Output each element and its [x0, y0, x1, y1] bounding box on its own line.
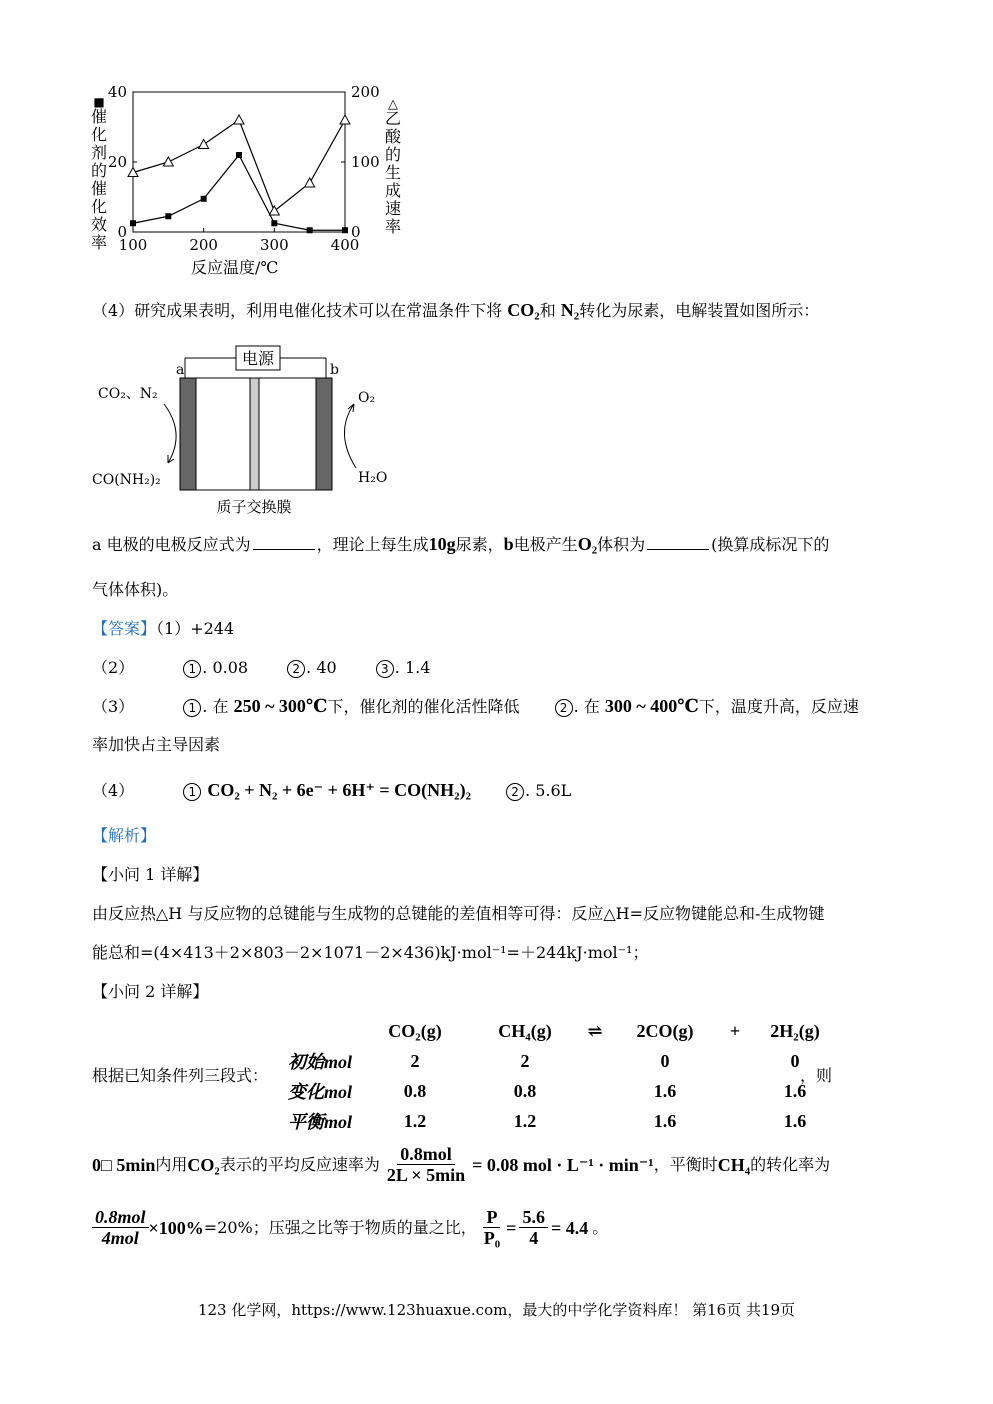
answer-line-3: （3） 1 . 在 250 ~ 300℃下，催化剂的催化活性降低 2 . 在 300 ~ 400℃下，温度升高，反应速	[92, 696, 859, 716]
answer-line-3b: 率加快占主导因素	[92, 735, 221, 754]
electrolysis-diagram	[88, 338, 398, 518]
right-axis-label: 乙酸的生成速率	[384, 109, 402, 236]
series-group	[128, 115, 350, 233]
answer-blank-2	[647, 533, 709, 550]
left-tick-label: 0	[117, 223, 127, 241]
rate-point	[199, 140, 209, 149]
efficiency-point	[130, 220, 136, 226]
pressure-fraction: $\frac{P}{\text{P₀}}$	[483, 1207, 501, 1248]
x-axis-label: 反应温度/℃	[191, 258, 279, 277]
right-input-label: H₂O	[358, 470, 388, 486]
q4-text: （4）研究成果表明，利用电催化技术可以在常温条件下将 CO₂和 N₂转化为尿素，电解装置如图所示：	[92, 300, 820, 320]
answer-line-1: 【答案】（1）+244	[92, 619, 235, 638]
right-ticks	[341, 83, 380, 241]
electrode-a-label: a	[176, 362, 185, 378]
conversion-fraction: $\frac{\text{0.8mol}}{\text{4mol}}$	[92, 1207, 149, 1248]
left-output-label: CO(NH₂)₂	[92, 472, 161, 488]
right-marker: △	[388, 97, 398, 112]
ice-then: ，则	[800, 1066, 833, 1085]
question-line-1: a 电极的电极反应式为 ，理论上每生成10g尿素，b电极产生O₂体积为 (换算成标况下的	[92, 534, 830, 554]
electrode-b-label: b	[330, 362, 339, 378]
rate-point	[163, 157, 173, 166]
left-tick-label: 20	[107, 153, 127, 171]
ice-intro: 根据已知条件列三段式：	[92, 1066, 269, 1085]
answer-line-2: （2） 1 . 0.08 2 . 40 3 . 1.4	[92, 658, 431, 677]
rate-line: 0□ 5min 内用 CO₂ 表示的平均反应速率为 $\frac{\text{0.8mol}}{2L \times 5\min}$ = 0.08 mol · L⁻¹ · min⁻¹ ，平衡时 CH₄ 的转化率为	[92, 1144, 831, 1185]
mole-fraction: $\frac{5.6}{4}$	[519, 1207, 548, 1248]
answer-tag: 【答案】	[92, 619, 157, 638]
efficiency-point	[342, 227, 348, 233]
efficiency-point	[236, 152, 242, 158]
right-tick-label: 0	[351, 223, 361, 241]
rate-point	[234, 115, 244, 124]
ice-header-row: CO₂(g) CH₄(g) ⇌ 2CO(g) + 2H₂(g)	[388, 1020, 820, 1041]
left-axis-label: 催化剂的催化效率	[90, 107, 108, 252]
temperature-chart	[85, 82, 415, 282]
right-output-label: O₂	[358, 390, 376, 406]
question-line-2: 气体体积)。	[92, 580, 179, 599]
urea-equation: CO₂ + N₂ + 6e⁻ + 6H⁺ = CO(NH₂)₂	[207, 780, 471, 800]
x-tick-label: 200	[189, 236, 218, 254]
plot-frame	[133, 92, 345, 232]
rate-point	[340, 115, 350, 124]
analysis-tag: 【解析】	[92, 826, 157, 845]
efficiency-point	[271, 220, 277, 226]
left-input-label: CO₂、N₂	[98, 386, 158, 402]
left-tick-label: 40	[107, 83, 127, 101]
x-tick-label: 400	[330, 236, 360, 254]
x-tick-label: 300	[260, 236, 289, 254]
efficiency-point	[201, 196, 207, 202]
power-label: 电源	[241, 349, 275, 368]
ice-table	[280, 1016, 840, 1136]
left-marker: ■	[93, 95, 105, 109]
x-tick-label: 100	[118, 236, 148, 254]
efficiency-point	[165, 213, 171, 219]
rate-point	[305, 178, 315, 187]
sub2-heading: 【小问 2 详解】	[92, 982, 209, 1001]
rate-point	[269, 206, 279, 215]
sub1-heading: 【小问 1 详解】	[92, 865, 209, 884]
ice-row-change: 变化mol 0.8 0.8 1.6 1.6	[287, 1080, 807, 1102]
efficiency-point	[307, 227, 313, 233]
electrode-a	[180, 378, 196, 490]
answer-line-4: （4） 1 CO₂ + N₂ + 6e⁻ + 6H⁺ = CO(NH₂)₂ 2 . 5.6L	[92, 780, 572, 800]
ice-row-initial: 初始mol 2 2 0 0	[287, 1050, 800, 1072]
page-footer: 123 化学网，https://www.123huaxue.com，最大的中学化学资料库！ 第16页 共19页	[197, 1301, 796, 1319]
rate-fraction: $\frac{\text{0.8mol}}{2L \times 5\min}$	[386, 1144, 466, 1185]
right-tick-label: 100	[351, 153, 380, 171]
right-tick-label: 200	[351, 83, 380, 101]
electrode-b	[316, 378, 332, 490]
analysis-text-2: 能总和=(4×413＋2×803－2×1071－2×436)kJ·mol⁻¹=＋244kJ·mol⁻¹；	[92, 943, 649, 962]
proton-membrane	[250, 378, 259, 490]
analysis-text-1: 由反应热△H 与反应物的总键能与生成物的总键能的差值相等可得：反应△H=反应物键能总和-生成物键	[92, 904, 825, 923]
conversion-line: $\frac{\text{0.8mol}}{\text{4mol}}$ ×100% =20%；压强之比等于物质的量之比， $\frac{P}{\text{P₀}}$ = $\frac{5.6}{4}$ = 4.4 。	[92, 1207, 608, 1248]
ice-row-equilibrium: 平衡mol 1.2 1.2 1.6 1.6	[287, 1110, 807, 1132]
answer-blank-1	[253, 533, 315, 550]
membrane-label: 质子交换膜	[216, 498, 292, 516]
